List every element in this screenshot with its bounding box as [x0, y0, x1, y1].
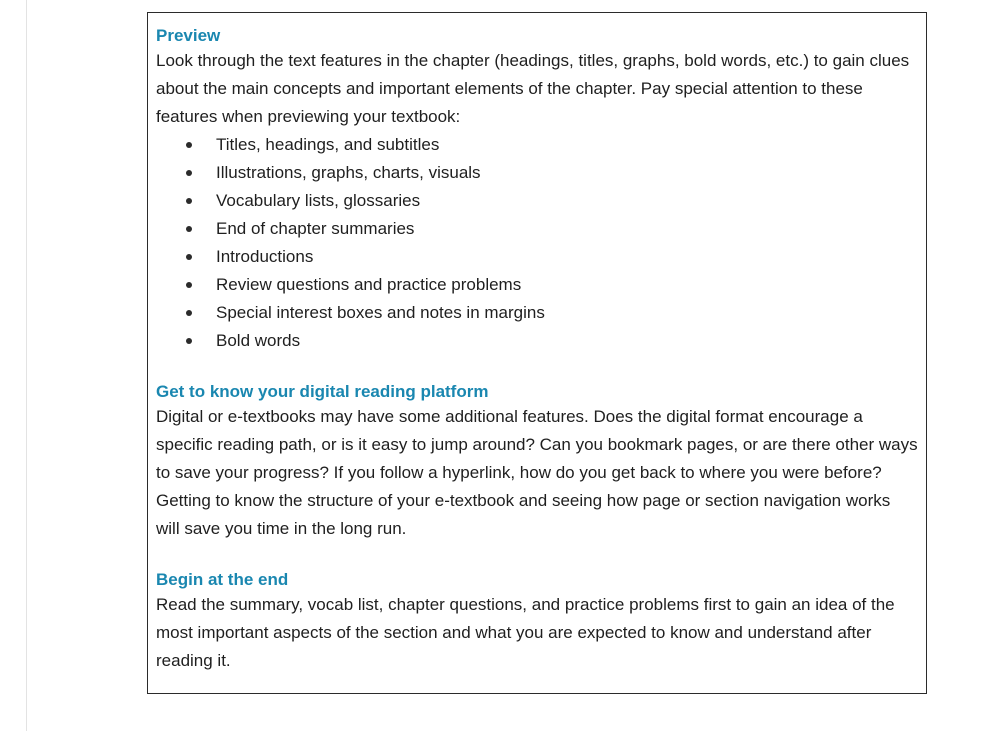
section-paragraph-digital-platform: Digital or e-textbooks may have some additional features. Does the digital format encourage a specific reading path, or is it easy to jump around? Can you bookmark pages, or are there other ways to save your progress? If you follow a hyperlink, how do you get back to where you were before? Getting to know the structure of your e-textbook and seeing how page or section navigation works will save you time in the long run.	[156, 407, 918, 538]
list-item-text: Vocabulary lists, glossaries	[216, 191, 421, 210]
list-item-text: End of chapter summaries	[216, 219, 415, 238]
list-item	[186, 271, 918, 299]
list-item	[186, 187, 918, 215]
section-paragraph-begin-at-end: Read the summary, vocab list, chapter questions, and practice problems first to gain an idea of the most important aspects of the section and what you are expected to know and understand after reading it.	[156, 595, 895, 670]
preview-feature-list	[156, 131, 918, 355]
bullet-icon	[186, 254, 192, 260]
list-item	[186, 159, 918, 187]
list-item-text: Titles, headings, and subtitles	[216, 135, 440, 154]
bullet-icon	[186, 338, 192, 344]
text-box	[147, 12, 927, 694]
list-item-text: Bold words	[216, 331, 301, 350]
bullet-icon	[186, 282, 192, 288]
page-margin-rule	[26, 0, 27, 731]
bullet-icon	[186, 142, 192, 148]
bullet-icon	[186, 198, 192, 204]
bullet-icon	[186, 170, 192, 176]
list-item	[186, 243, 918, 271]
section-heading-digital-platform: Get to know your digital reading platform	[156, 382, 489, 401]
section-heading-preview: Preview	[156, 26, 221, 45]
list-item	[186, 215, 918, 243]
list-item	[186, 299, 918, 327]
list-item	[186, 131, 918, 159]
list-item	[186, 327, 918, 355]
section-spacer	[156, 543, 918, 569]
list-item-text: Special interest boxes and notes in margins	[216, 303, 545, 322]
section-paragraph-preview: Look through the text features in the chapter (headings, titles, graphs, bold words, etc.) to gain clues about the main concepts and important elements of the chapter. Pay special attention to these features when previewing your textbook:	[156, 51, 910, 126]
bullet-icon	[186, 226, 192, 232]
section-spacer	[156, 355, 918, 381]
list-item-text: Illustrations, graphs, charts, visuals	[216, 163, 481, 182]
section-heading-begin-at-end: Begin at the end	[156, 570, 289, 589]
bullet-icon	[186, 310, 192, 316]
list-item-text: Review questions and practice problems	[216, 275, 522, 294]
list-item-text: Introductions	[216, 247, 314, 266]
